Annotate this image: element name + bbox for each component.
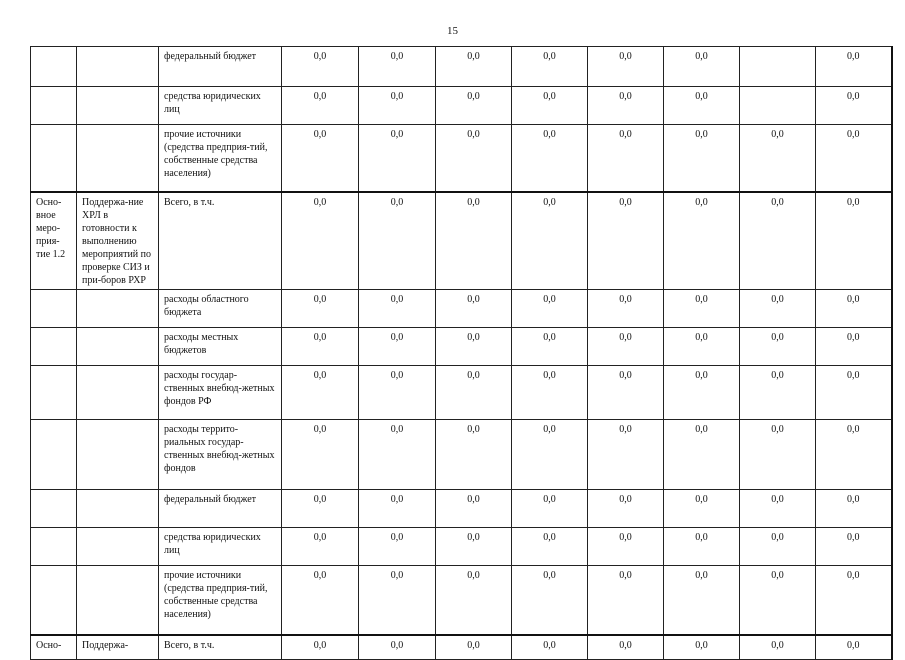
- activity-code-cell: [31, 125, 77, 192]
- table-row: [31, 489, 892, 527]
- page-number: 15: [447, 25, 458, 37]
- value-cell: 0,0: [436, 635, 512, 659]
- value-cell: 0,0: [282, 489, 359, 527]
- activity-code-cell: [31, 87, 77, 125]
- value-cell: 0,0: [512, 289, 588, 327]
- value-cell: 0,0: [359, 87, 436, 125]
- value-cell: 0,0: [282, 419, 359, 489]
- value-cell: 0,0: [359, 489, 436, 527]
- value-cell: 0,0: [512, 47, 588, 87]
- activity-code-cell: [31, 327, 77, 365]
- value-cell: 0,0: [512, 125, 588, 192]
- activity-name-cell: [77, 489, 159, 527]
- value-cell: 0,0: [816, 489, 892, 527]
- value-cell: 0,0: [436, 365, 512, 419]
- table-row: [31, 47, 892, 87]
- value-cell: 0,0: [740, 527, 816, 565]
- funding-source-cell: прочие источники (средства предприя-тий, собственные средства населения): [159, 125, 282, 192]
- value-cell: 0,0: [664, 635, 740, 659]
- value-cell: 0,0: [816, 125, 892, 192]
- value-cell: 0,0: [588, 365, 664, 419]
- funding-source-cell: прочие источники (средства предприя-тий, собственные средства населения): [159, 565, 282, 635]
- table-body: [31, 47, 892, 660]
- value-cell: 0,0: [282, 125, 359, 192]
- value-cell: 0,0: [664, 489, 740, 527]
- value-cell: 0,0: [740, 125, 816, 192]
- value-cell: 0,0: [816, 365, 892, 419]
- value-cell: 0,0: [816, 527, 892, 565]
- value-cell: 0,0: [816, 327, 892, 365]
- value-cell: 0,0: [359, 192, 436, 290]
- value-cell: 0,0: [512, 635, 588, 659]
- activity-code-cell: [31, 565, 77, 635]
- value-cell: 0,0: [282, 365, 359, 419]
- activity-name-cell: [77, 47, 159, 87]
- table-row: [31, 125, 892, 192]
- value-cell: 0,0: [436, 527, 512, 565]
- value-cell: 0,0: [816, 192, 892, 290]
- value-cell: 0,0: [588, 327, 664, 365]
- activity-code-cell: [31, 489, 77, 527]
- table-row: [31, 527, 892, 565]
- activity-code-cell: [31, 47, 77, 87]
- value-cell: 0,0: [740, 565, 816, 635]
- value-cell: 0,0: [512, 565, 588, 635]
- activity-code-cell: Осно-: [31, 635, 77, 659]
- value-cell: 0,0: [436, 489, 512, 527]
- value-cell: 0,0: [664, 87, 740, 125]
- value-cell: 0,0: [740, 327, 816, 365]
- value-cell: 0,0: [588, 635, 664, 659]
- value-cell: 0,0: [282, 635, 359, 659]
- funding-source-cell: расходы местных бюджетов: [159, 327, 282, 365]
- value-cell: 0,0: [664, 289, 740, 327]
- table-row: [31, 419, 892, 489]
- value-cell: 0,0: [436, 47, 512, 87]
- value-cell: 0,0: [664, 327, 740, 365]
- value-cell: 0,0: [588, 565, 664, 635]
- value-cell: 0,0: [436, 125, 512, 192]
- funding-source-cell: Всего, в т.ч.: [159, 192, 282, 290]
- activity-code-cell: [31, 365, 77, 419]
- activity-name-cell: [77, 125, 159, 192]
- value-cell: 0,0: [512, 489, 588, 527]
- value-cell: 0,0: [588, 289, 664, 327]
- table-row: [31, 327, 892, 365]
- activity-name-cell: Поддержа-ние ХРЛ в готовности к выполнению мероприятий по проверке СИЗ и при-боров РХР: [77, 192, 159, 290]
- value-cell: 0,0: [740, 365, 816, 419]
- value-cell: 0,0: [436, 565, 512, 635]
- value-cell: 0,0: [282, 327, 359, 365]
- activity-name-cell: [77, 327, 159, 365]
- value-cell: 0,0: [588, 489, 664, 527]
- activity-name-cell: [77, 87, 159, 125]
- value-cell: 0,0: [282, 289, 359, 327]
- activity-code-cell: [31, 419, 77, 489]
- value-cell: 0,0: [359, 289, 436, 327]
- value-cell: 0,0: [740, 289, 816, 327]
- funding-source-cell: федеральный бюджет: [159, 47, 282, 87]
- funding-source-cell: расходы государ-ственных внебюд-жетных фондов РФ: [159, 365, 282, 419]
- value-cell: 0,0: [816, 289, 892, 327]
- table-row: [31, 87, 892, 125]
- value-cell: 0,0: [359, 635, 436, 659]
- value-cell: 0,0: [664, 527, 740, 565]
- value-cell: 0,0: [588, 419, 664, 489]
- activity-name-cell: [77, 527, 159, 565]
- value-cell: 0,0: [359, 565, 436, 635]
- value-cell: 0,0: [282, 47, 359, 87]
- value-cell: 0,0: [740, 489, 816, 527]
- funding-source-cell: средства юридических лиц: [159, 527, 282, 565]
- value-cell: 0,0: [664, 47, 740, 87]
- funding-source-cell: Всего, в т.ч.: [159, 635, 282, 659]
- value-cell: 0,0: [359, 365, 436, 419]
- funding-source-cell: расходы областного бюджета: [159, 289, 282, 327]
- value-cell: 0,0: [588, 192, 664, 290]
- value-cell: 0,0: [436, 289, 512, 327]
- value-cell: 0,0: [740, 192, 816, 290]
- value-cell: 0,0: [588, 87, 664, 125]
- value-cell: 0,0: [816, 635, 892, 659]
- value-cell: 0,0: [359, 527, 436, 565]
- activity-code-cell: Осно-вное меро-прия-тие 1.2: [31, 192, 77, 290]
- value-cell: 0,0: [359, 47, 436, 87]
- funding-source-cell: средства юридических лиц: [159, 87, 282, 125]
- value-cell: 0,0: [512, 527, 588, 565]
- value-cell: 0,0: [664, 565, 740, 635]
- value-cell: 0,0: [282, 565, 359, 635]
- funding-source-cell: расходы террито-риальных государ-ственных внебюд-жетных фондов: [159, 419, 282, 489]
- value-cell: 0,0: [436, 192, 512, 290]
- value-cell: 0,0: [436, 419, 512, 489]
- value-cell: 0,0: [588, 527, 664, 565]
- value-cell: 0,0: [359, 125, 436, 192]
- value-cell: 0,0: [664, 192, 740, 290]
- table-row: [31, 565, 892, 635]
- funding-source-cell: федеральный бюджет: [159, 489, 282, 527]
- value-cell: 0,0: [664, 125, 740, 192]
- activity-name-cell: Поддержа-: [77, 635, 159, 659]
- value-cell: 0,0: [816, 565, 892, 635]
- budget-table: [30, 46, 893, 660]
- value-cell: 0,0: [436, 327, 512, 365]
- value-cell: 0,0: [588, 125, 664, 192]
- activity-code-cell: [31, 289, 77, 327]
- value-cell: 0,0: [664, 419, 740, 489]
- table-row: [31, 289, 892, 327]
- activity-name-cell: [77, 565, 159, 635]
- activity-code-cell: [31, 527, 77, 565]
- value-cell: 0,0: [816, 87, 892, 125]
- value-cell: 0,0: [512, 327, 588, 365]
- value-cell: 0,0: [512, 192, 588, 290]
- value-cell: 0,0: [740, 635, 816, 659]
- value-cell: 0,0: [816, 47, 892, 87]
- value-cell: 0,0: [359, 419, 436, 489]
- value-cell: 0,0: [588, 47, 664, 87]
- value-cell: 0,0: [512, 419, 588, 489]
- value-cell: 0,0: [664, 365, 740, 419]
- value-cell: [740, 47, 816, 87]
- value-cell: 0,0: [436, 87, 512, 125]
- value-cell: 0,0: [512, 87, 588, 125]
- value-cell: 0,0: [282, 192, 359, 290]
- value-cell: 0,0: [740, 419, 816, 489]
- table-row: [31, 365, 892, 419]
- value-cell: [740, 87, 816, 125]
- table-row: [31, 192, 892, 290]
- value-cell: 0,0: [359, 327, 436, 365]
- activity-name-cell: [77, 365, 159, 419]
- activity-name-cell: [77, 419, 159, 489]
- activity-name-cell: [77, 289, 159, 327]
- value-cell: 0,0: [282, 527, 359, 565]
- value-cell: 0,0: [512, 365, 588, 419]
- value-cell: 0,0: [282, 87, 359, 125]
- value-cell: 0,0: [816, 419, 892, 489]
- table-row: [31, 635, 892, 659]
